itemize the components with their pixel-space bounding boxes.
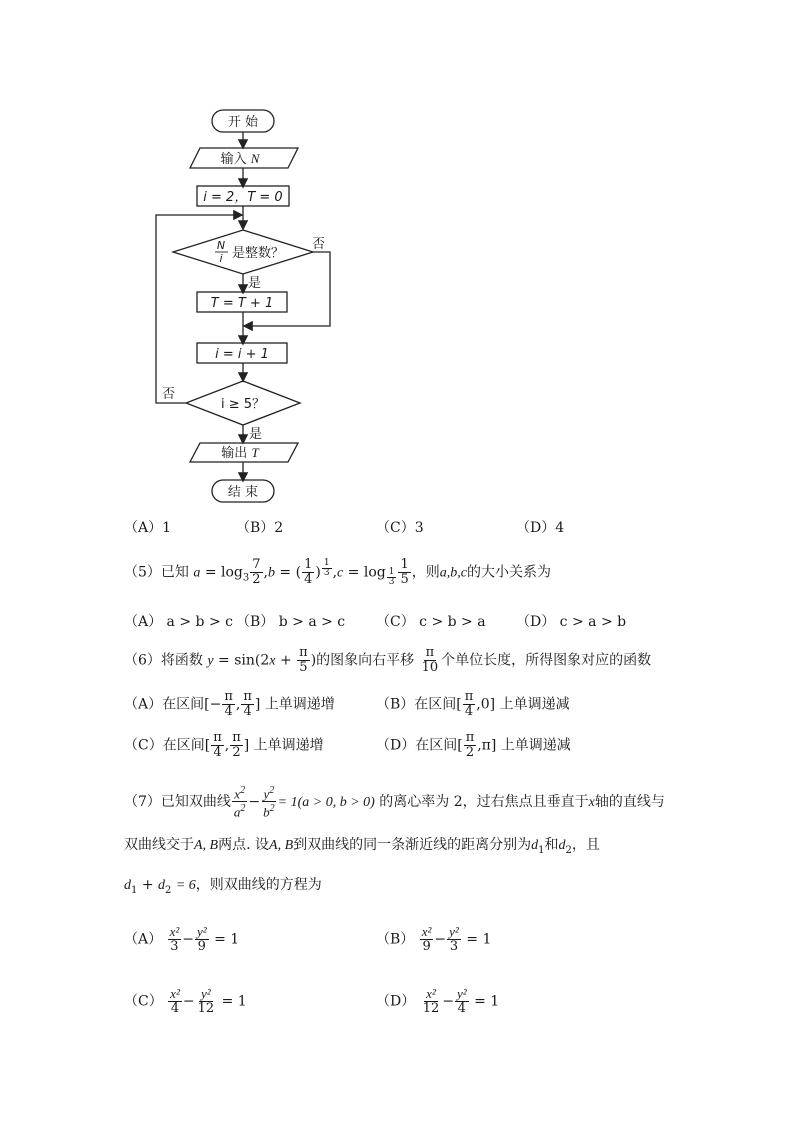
q5-prefix: （5）已知	[124, 564, 189, 581]
q4-option-b[interactable]: （B）2	[236, 520, 284, 536]
no2-label: 否	[162, 387, 176, 402]
q7-option-b[interactable]: （B） $\frac{\text{x²}}{9}$ − $\frac{\text{y²}}{3}$ = 1	[376, 924, 492, 954]
q6-prefix: （6）将函数	[124, 652, 203, 669]
start-label: 开 始	[227, 115, 259, 130]
q5-stem: （5）已知 $a = \log_3$ $\frac{7}{2}$ ,b = ( $\frac{1}{4}$ ) $^{\frac{1}{3}}$ ,c = log $_{\frac{1}{3}}$ $\frac{1}{5}$ ，则a,b,c的大小关系为	[124, 557, 551, 588]
decision1-text: 是整数？	[232, 246, 285, 261]
q5-option-b[interactable]: （B） b > a > c	[236, 614, 346, 630]
q7-stem-line2: 双曲线交于A, B两点. 设A, B到双曲线的同一条渐近线的距离分别为$d_1$和$d_2$，且	[124, 837, 600, 856]
yes1-label: 是	[248, 276, 262, 291]
q6-option-a[interactable]: （A）在区间[− $\frac{\pi}{4}$ , $\frac{\pi}{4}$ ] 上单调递增	[124, 689, 335, 719]
q7-option-d[interactable]: （D） $\frac{\text{x²}}{12}$ − $\frac{\text{y²}}{4}$ = 1	[376, 986, 500, 1016]
q5-suffix: ，则	[411, 564, 440, 581]
input-label: 输入 N	[220, 151, 260, 167]
q6-end: 个单位长度，所得图象对应的函数	[441, 652, 652, 669]
q5-vars: a,b,c	[439, 565, 467, 581]
q7-stem-line1: （7）已知双曲线 $\frac{x^2}{a^2}$ − $\frac{y^2}{b^2}$ = 1(a > 0, b > 0) 的离心率为 2，过右焦点且垂直于x轴的直线与	[124, 785, 665, 820]
q4-option-a[interactable]: （A）1	[124, 520, 172, 536]
init-label: i = 2，T = 0	[203, 190, 283, 205]
q6-mid: 的图象向右平移	[316, 652, 415, 669]
step-i-label: i = i + 1	[215, 347, 269, 362]
q5-option-a[interactable]: （A） a > b > c	[124, 614, 233, 630]
output-label: 输出 T	[221, 445, 259, 461]
q4-option-d[interactable]: （D）4	[516, 520, 565, 536]
q7-option-a[interactable]: （A） $\frac{\text{x²}}{3}$ − $\frac{\text{y²}}{9}$ = 1	[124, 924, 240, 954]
q4-option-c[interactable]: （C）3	[376, 520, 424, 536]
q5-option-d[interactable]: （D） c > a > b	[516, 614, 627, 630]
q5-option-c[interactable]: （C） c > b > a	[376, 614, 486, 630]
no1-label: 否	[312, 237, 326, 252]
decision1-num: N	[216, 239, 226, 252]
yes2-label: 是	[249, 427, 263, 442]
q7-option-c[interactable]: （C） $\frac{\text{x²}}{4}$ − $\frac{\text{y²}}{12}$ = 1	[124, 986, 247, 1016]
decision2-label: i ≥ 5？	[220, 397, 266, 412]
q6-stem: （6）将函数 y = sin(2x + $\frac{\pi}{5}$ )的图象向右平移 $\frac{\pi}{10}$ 个单位长度，所得图象对应的函数	[124, 645, 652, 675]
q6-option-c[interactable]: （C）在区间[ $\frac{\pi}{4}$ , $\frac{\pi}{2}$ ] 上单调递增	[124, 730, 324, 760]
q5-end: 的大小关系为	[466, 564, 551, 581]
step-t-label: T = T + 1	[210, 296, 274, 311]
q7-stem-line3: $d_1 + d_2 = 6$，则双曲线的方程为	[124, 877, 322, 896]
q6-option-d[interactable]: （D）在区间[ $\frac{\pi}{2}$ ,π] 上单调递减	[376, 730, 571, 760]
flowchart	[140, 100, 350, 510]
end-label: 结 束	[227, 485, 259, 500]
q6-option-b[interactable]: （B）在区间[ $\frac{\pi}{4}$ ,0] 上单调递减	[376, 689, 570, 719]
decision1-den: i	[219, 252, 223, 265]
